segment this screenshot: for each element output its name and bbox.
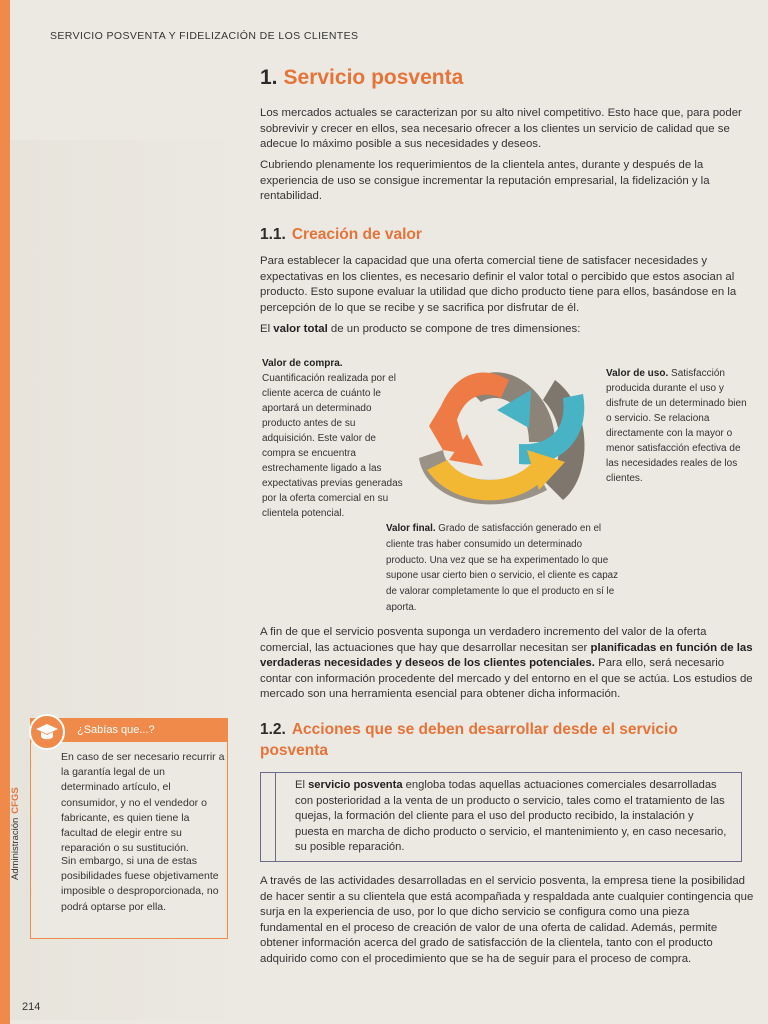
definition-text: El servicio posventa engloba todas aquellas actuaciones comerciales desarrolladas con posterioridad a la venta de un producto o servicio, tales como el tratamiento de las quejas, la formación del cliente para el uso del producto recibido, la instalación y puesta en marcha de dicho producto o servicio, el mantenimiento y, en caso necesario, su posible reparación. (295, 779, 727, 854)
definition-box-rule (275, 773, 276, 861)
section-1-paragraph-1: Los mercados actuales se caracterizan por su alto nivel competitivo. Esto hace que, para poder sobrevivir y crecer en ellos, sea necesario ofrecer a los clientes un servicio de calidad que se adecue lo máximo posible a sus necesidades y deseos. (260, 107, 742, 151)
valor-total-diagram (405, 350, 605, 520)
graduation-cap-icon (29, 714, 65, 750)
valor-uso-caption: Valor de uso. Satisfacción producida durante el uso y disfrute de un determinado bien o servicio. Se relaciona directamente con la mayor o menor satisfacción efectiva de las necesidades reales de los clientes. (606, 368, 747, 484)
section-1-1-paragraph-1: Para establecer la capacidad que una oferta comercial tiene de satisfacer necesidades y expectativas en los clientes, es necesario definir el valor total o percibido que estos asocian al producto. Esto supone evaluar la utilidad que dicho producto tiene para ellos, basándose en la percepción de lo que se recibe y se sacrifica por disfrutar de él. (260, 255, 737, 314)
valor-final-caption: Valor final. Grado de satisfacción generado en el cliente tras haber consumido un determinado producto. Una vez que se ha experimentado lo que supone usar cierto bien o servicio, el cliente es capaz de valorar completamente lo que el producto en sí le aporta. (386, 523, 618, 613)
section-1-paragraph-2: Cubriendo plenamente los requerimientos de la clientela antes, durante y después de la experiencia de uso se consigue incrementar la reputación empresarial, la fidelización y la rentabilidad. (260, 159, 710, 203)
section-1-title: 1. Servicio posventa (260, 66, 464, 89)
section-1-2-paragraph-1: A través de las actividades desarrolladas en el servicio posventa, la empresa tiene la posibilidad de hacer sentir a su clientela que está acompañada y respaldada ante cualquier contingencia que surja en la experiencia de uso, por lo que dicho servicio se configura como una pieza fundamental en el proceso de creación de valor de una oferta de calidad. Además, permite obtener información acerca del grado de satisfacción de la clientela, tanto con el producto adquirido como con el procedimiento que se ha de seguir para el proceso de compra. (260, 875, 754, 965)
definition-box (260, 772, 742, 862)
page-number: 214 (22, 1001, 41, 1013)
sabias-que-header: ¿Sabías que...? (31, 718, 227, 742)
sabias-que-box (30, 718, 228, 939)
sabias-que-text-1: En caso de ser necesario recurrir a la garantía legal de un determinado artículo, el consumidor, y no el vendedor o fabricante, es quien tiene la facultad de elegir entre su reparación o su sustitución. (61, 751, 225, 855)
side-label: AdministraciónCFGS (10, 787, 21, 880)
sabias-que-text-2: Sin embargo, si una de estas posibilidades fuese objetivamente imposible o desproporcionada, no podrá optarse por ella. (61, 855, 219, 913)
page-edge-bar (0, 0, 10, 1024)
section-1-2-title: 1.2. Acciones que se deben desarrollar desde el servicio posventa (260, 721, 678, 759)
section-1-1-paragraph-2: El valor total de un producto se compone de tres dimensiones: (260, 323, 581, 335)
running-header: SERVICIO POSVENTA Y FIDELIZACIÓN DE LOS CLIENTES (50, 30, 359, 42)
paragraph-after-diagram: A fin de que el servicio posventa suponga un verdadero incremento del valor de la oferta comercial, las actuaciones que hay que desarrollar necesitan ser planificadas en función de las verdaderas necesidades y deseos de los clientes potenciales. Para ello, será necesario contar con información procedente del mercado y del entorno en el que se actúa. Los estudios de mercado son una herramienta esencial para obtener dicha información. (260, 626, 753, 701)
section-1-1-title: 1.1. Creación de valor (260, 226, 422, 243)
valor-compra-caption: Valor de compra. Cuantificación realizada por el cliente acerca de cuánto le aportará un determinado producto antes de su adquisición. Este valor de compra se encuentra estrechamente ligado a las expectativas previas generadas por la oferta comercial en su clientela potencial. (262, 358, 403, 519)
